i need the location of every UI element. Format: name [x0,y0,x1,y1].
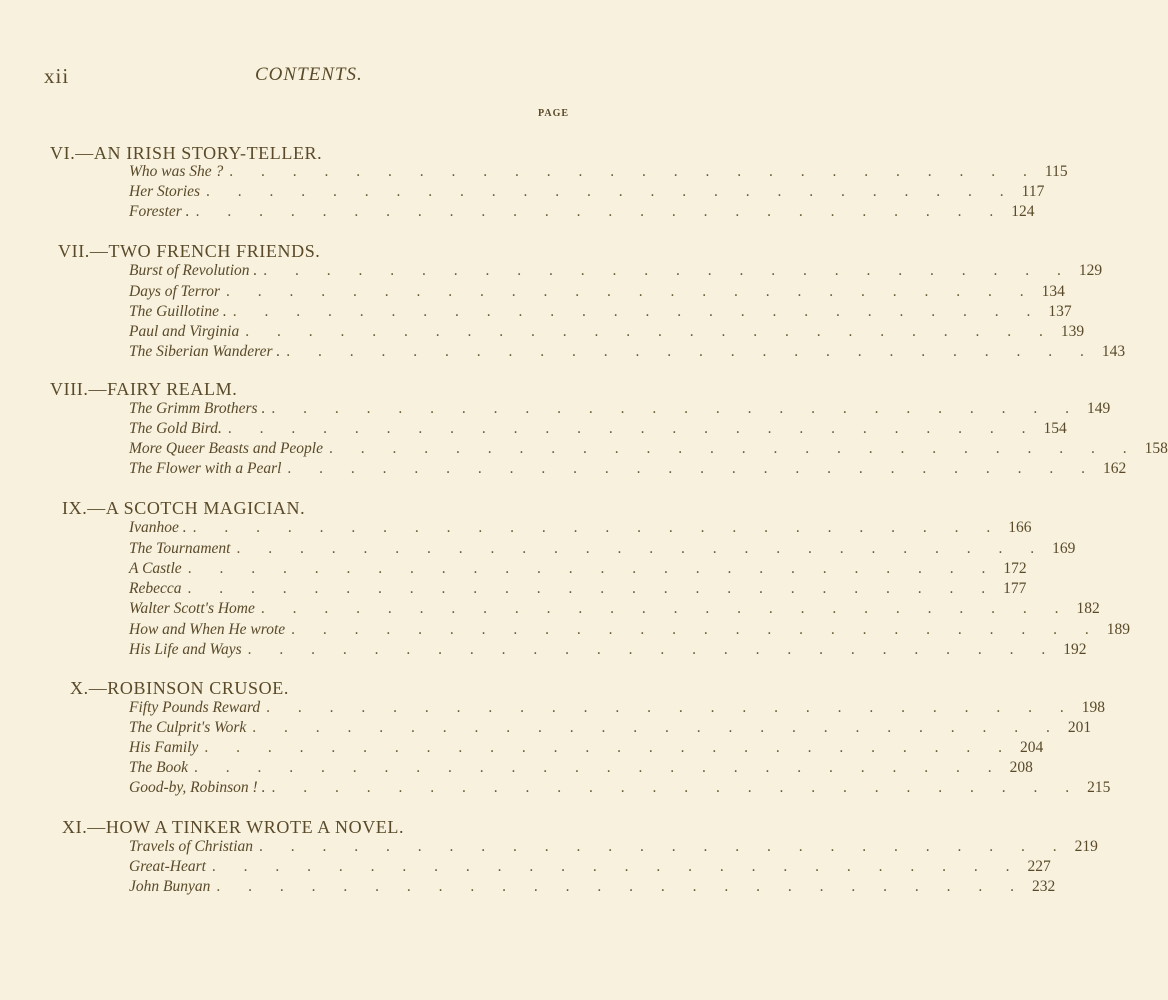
toc-entry[interactable] [129,580,1027,600]
toc-entry[interactable] [129,183,1045,203]
toc-entry[interactable] [129,163,1068,183]
entry-page-number: 139 [1060,323,1085,340]
toc-entry[interactable] [129,719,1092,739]
dot-leader: . . . . . . . . . . . . . . . . . . . . . . . . . . [206,183,1016,200]
entry-page-number: 149 [1086,400,1111,417]
toc-entry[interactable] [129,699,1106,719]
entry-page-number: 124 [1011,203,1035,220]
entry-page-number: 198 [1081,699,1106,716]
entry-title: The Book [129,759,188,776]
toc-entry[interactable] [129,400,1111,420]
toc-entry[interactable] [129,283,1065,303]
dot-leader: . . . . . . . . . . . . . . . . . . . . . . . . . . [245,323,1055,340]
dot-leader: . . . . . . . . . . . . . . . . . . . . . . . . . . [204,739,1014,756]
entry-page-number: 129 [1078,262,1103,279]
entry-title: Days of Terror [129,283,221,300]
entry-page-number: 172 [1003,560,1027,577]
entry-page-number: 137 [1048,303,1072,320]
entry-page-number: 219 [1074,838,1098,855]
entry-title: Good-by, Robinson ! . [129,779,266,796]
entry-page-number: 162 [1103,460,1127,477]
toc-entry[interactable] [129,460,1127,480]
entry-page-number: 192 [1063,641,1087,658]
entry-title: More Queer Beasts and People [129,440,323,457]
dot-leader: . . . . . . . . . . . . . . . . . . . . . . . . . . [329,440,1139,457]
chapter-heading: VII.—TWO FRENCH FRIENDS. [58,241,321,261]
dot-leader: . . . . . . . . . . . . . . . . . . . . . . . . . . [260,600,1071,617]
dot-leader: . . . . . . . . . . . . . . . . . . . . . . . . . . [271,779,1082,796]
dot-leader: . . . . . . . . . . . . . . . . . . . . . . . . . . [291,621,1101,638]
entry-page-number: 154 [1043,420,1067,437]
entry-page-number: 117 [1021,183,1045,200]
dot-leader: . . . . . . . . . . . . . . . . . . . . . . . . . . [187,560,998,577]
entry-title: Rebecca [129,580,182,597]
toc-entry[interactable] [129,560,1027,580]
toc-entry[interactable] [129,420,1067,440]
dot-leader: . . . . . . . . . . . . . . . . . . . . . . . . . . [286,343,1096,360]
dot-leader: . . . . . . . . . . . . . . . . . . . . . . . . . . [187,580,998,597]
entry-page-number: 208 [1009,759,1033,776]
page-column-label: PAGE [538,108,570,119]
toc-entry[interactable] [129,600,1100,620]
dot-leader: . . . . . . . . . . . . . . . . . . . . . . . . . . [193,759,1004,776]
entry-title: A Castle [129,560,182,577]
entry-page-number: 182 [1076,600,1100,617]
entry-title: Fifty Pounds Reward [129,699,261,716]
dot-leader: . . . . . . . . . . . . . . . . . . . . . . . . . . [247,641,1058,658]
dot-leader: . . . . . . . . . . . . . . . . . . . . . . . . . . [232,303,1043,320]
entry-title: How and When He wrote [129,621,286,638]
entry-title: The Tournament [129,540,231,557]
toc-entry[interactable] [129,759,1033,779]
entry-title: Ivanhoe . [129,519,187,536]
dot-leader: . . . . . . . . . . . . . . . . . . . . . . . . . . [195,203,1006,220]
dot-leader: . . . . . . . . . . . . . . . . . . . . . . . . . . [227,420,1038,437]
entry-page-number: 232 [1031,878,1056,895]
entry-page-number: 169 [1052,540,1076,557]
entry-page-number: 143 [1101,343,1126,360]
toc-entry[interactable] [129,621,1131,641]
dot-leader: . . . . . . . . . . . . . . . . . . . . . . . . . . [271,400,1081,417]
dot-leader: . . . . . . . . . . . . . . . . . . . . . . . . . . [236,540,1047,557]
toc-entry[interactable] [129,519,1032,539]
entry-page-number: 215 [1087,779,1111,796]
toc-entry[interactable] [129,858,1051,878]
entry-page-number: 227 [1027,858,1051,875]
entry-title: Who was She ? [129,163,224,180]
chapter-heading: XI.—HOW A TINKER WROTE A NOVEL. [62,817,405,837]
entry-page-number: 166 [1008,519,1032,536]
dot-leader: . . . . . . . . . . . . . . . . . . . . . . . . . . [226,283,1036,300]
entry-title: The Siberian Wanderer . [129,343,281,360]
entry-title: The Gold Bird. [129,420,222,437]
dot-leader: . . . . . . . . . . . . . . . . . . . . . . . . . . [266,699,1076,716]
entry-title: Paul and Virginia [129,323,240,340]
entry-title: Walter Scott's Home [129,600,255,617]
entry-title: The Grimm Brothers . [129,400,266,417]
chapter-heading: IX.—A SCOTCH MAGICIAN. [62,498,306,518]
dot-leader: . . . . . . . . . . . . . . . . . . . . . . . . . . [263,262,1073,279]
chapter-heading: X.—ROBINSON CRUSOE. [70,678,289,698]
entry-page-number: 134 [1041,283,1065,300]
toc-entry[interactable] [129,779,1111,799]
toc-entry[interactable] [129,838,1098,858]
dot-leader: . . . . . . . . . . . . . . . . . . . . . . . . . . [287,460,1098,477]
entry-title: The Guillotine . [129,303,227,320]
toc-entry[interactable] [129,203,1035,223]
entry-page-number: 158 [1144,440,1168,457]
dot-leader: . . . . . . . . . . . . . . . . . . . . . . . . . . [211,858,1022,875]
toc-entry[interactable] [129,303,1072,323]
toc-entry[interactable] [129,262,1103,282]
entry-page-number: 177 [1003,580,1027,597]
dot-leader: . . . . . . . . . . . . . . . . . . . . . . . . . . [192,519,1003,536]
entry-title: Her Stories [129,183,201,200]
entry-title: John Bunyan [129,878,211,895]
chapter-heading: VI.—AN IRISH STORY-TELLER. [50,143,323,163]
toc-entry[interactable] [129,440,1168,460]
entry-title: Travels of Christian [129,838,254,855]
toc-entry[interactable] [129,641,1087,661]
toc-entry[interactable] [129,323,1085,343]
entry-title: Great-Heart [129,858,206,875]
entry-title: The Flower with a Pearl [129,460,282,477]
page-folio: xii [44,64,70,88]
entry-title: Burst of Revolution . [129,262,258,279]
dot-leader: . . . . . . . . . . . . . . . . . . . . . . . . . . [229,163,1039,180]
dot-leader: . . . . . . . . . . . . . . . . . . . . . . . . . . [252,719,1062,736]
entry-title: The Culprit's Work [129,719,247,736]
entry-page-number: 189 [1106,621,1131,638]
running-title: CONTENTS. [255,64,363,85]
chapter-heading: VIII.—FAIRY REALM. [50,379,238,399]
toc-entry[interactable] [129,343,1126,363]
dot-leader: . . . . . . . . . . . . . . . . . . . . . . . . . . [259,838,1069,855]
toc-entry[interactable] [129,540,1076,560]
entry-title: His Family [129,739,199,756]
entry-page-number: 201 [1067,719,1092,736]
entry-page-number: 115 [1044,163,1068,180]
toc-entry[interactable] [129,739,1044,759]
entry-title: Forester . [129,203,190,220]
toc-entry[interactable] [129,878,1056,898]
entry-page-number: 204 [1019,739,1044,756]
dot-leader: . . . . . . . . . . . . . . . . . . . . . . . . . . [216,878,1026,895]
entry-title: His Life and Ways [129,641,242,658]
